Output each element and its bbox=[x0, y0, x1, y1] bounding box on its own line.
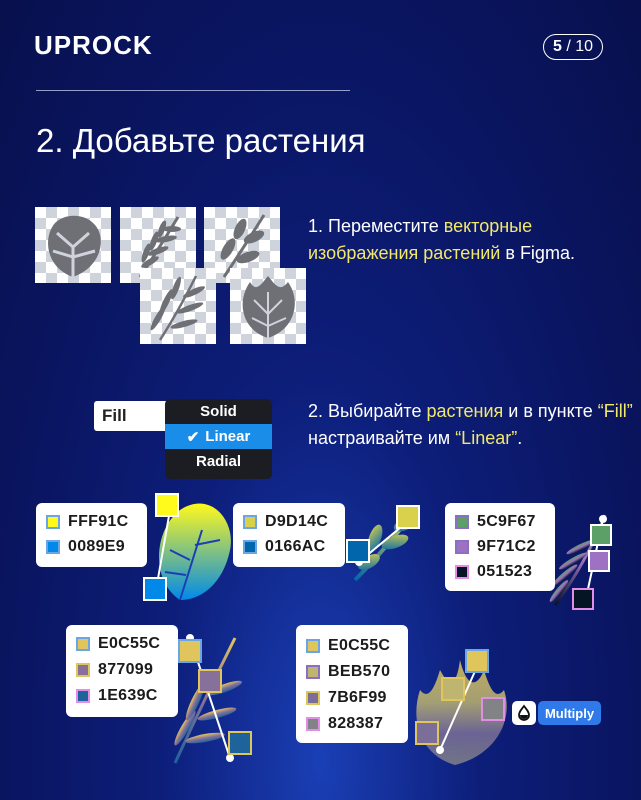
step2-middle2: настраивайте им bbox=[308, 428, 456, 448]
page-total: / 10 bbox=[566, 38, 594, 55]
color-row bbox=[306, 663, 390, 681]
palette-card-5 bbox=[296, 625, 408, 743]
plant-5-illustration bbox=[400, 640, 520, 770]
palette-card-4 bbox=[66, 625, 178, 717]
fill-field[interactable] bbox=[94, 401, 174, 431]
color-row bbox=[76, 687, 158, 705]
step1-prefix: 1. Переместите bbox=[308, 216, 444, 236]
logo: UPROCK bbox=[34, 30, 153, 60]
fill-type-menu bbox=[165, 399, 272, 479]
menu-option-linear[interactable] bbox=[165, 424, 272, 449]
color-row bbox=[455, 513, 536, 531]
color-swatch bbox=[306, 717, 320, 731]
checkmark-icon: ✔ bbox=[186, 428, 200, 446]
color-swatch bbox=[455, 565, 469, 579]
menu-option-solid[interactable] bbox=[165, 399, 272, 424]
hex-label: 7B6F99 bbox=[328, 689, 387, 706]
big-leaf-thumbnail bbox=[230, 268, 306, 344]
option-label: Linear bbox=[205, 428, 251, 445]
color-swatch bbox=[306, 639, 320, 653]
monstera-thumbnail bbox=[35, 207, 111, 283]
fill-label: Fill bbox=[102, 406, 127, 425]
color-row bbox=[455, 538, 536, 556]
color-swatch bbox=[306, 691, 320, 705]
plant-1-illustration bbox=[140, 490, 240, 610]
page-current: 5 bbox=[552, 38, 562, 55]
hex-label: E0C55C bbox=[98, 635, 161, 652]
palm-leaf-icon bbox=[140, 268, 216, 344]
color-swatch bbox=[76, 663, 90, 677]
hex-label: 1E639C bbox=[98, 687, 158, 704]
step2-suffix: . bbox=[517, 428, 523, 448]
step1-suffix: в Figma. bbox=[500, 243, 575, 263]
color-row bbox=[46, 513, 128, 531]
hex-label: 0166AC bbox=[265, 538, 326, 555]
step2-middle: и в пункте bbox=[503, 401, 598, 421]
blend-mode-button[interactable]: Multiply bbox=[538, 701, 601, 725]
hex-label: 828387 bbox=[328, 715, 384, 732]
color-row bbox=[46, 538, 125, 556]
step2-highlight-3: “Linear” bbox=[455, 428, 518, 448]
hex-label: 9F71C2 bbox=[477, 538, 536, 555]
step2-highlight-2: “Fill” bbox=[597, 401, 633, 421]
plant-3-illustration bbox=[545, 505, 625, 615]
hex-label: D9D14C bbox=[265, 513, 329, 530]
color-swatch bbox=[46, 540, 60, 554]
color-row bbox=[76, 661, 153, 679]
color-swatch bbox=[306, 665, 320, 679]
hex-label: E0C55C bbox=[328, 637, 391, 654]
menu-option-radial[interactable] bbox=[165, 449, 272, 474]
option-label: Solid bbox=[200, 403, 237, 420]
hex-label: 5C9F67 bbox=[477, 513, 536, 530]
hex-label: 877099 bbox=[98, 661, 154, 678]
step2-prefix: 2. Выбирайте bbox=[308, 401, 427, 421]
color-swatch bbox=[455, 540, 469, 554]
page-indicator bbox=[543, 34, 603, 60]
color-row bbox=[306, 637, 390, 655]
palette-card-3 bbox=[445, 503, 555, 591]
step2-text bbox=[308, 398, 638, 452]
drop-icon bbox=[512, 701, 536, 725]
monstera-leaf-icon bbox=[35, 207, 111, 283]
palm-thumbnail bbox=[140, 268, 216, 344]
palette-card-2 bbox=[233, 503, 345, 567]
color-swatch bbox=[243, 515, 257, 529]
color-row bbox=[306, 715, 383, 733]
color-swatch bbox=[76, 689, 90, 703]
hex-label: BEB570 bbox=[328, 663, 391, 680]
big-leaf-icon bbox=[230, 268, 306, 344]
hex-label: 0089E9 bbox=[68, 538, 125, 555]
step1-text bbox=[308, 213, 608, 267]
divider bbox=[36, 90, 350, 91]
hex-label: 051523 bbox=[477, 563, 533, 580]
color-row bbox=[243, 513, 328, 531]
color-swatch bbox=[46, 515, 60, 529]
color-row bbox=[76, 635, 160, 653]
plant-2-illustration bbox=[335, 490, 435, 590]
option-label: Radial bbox=[195, 453, 241, 470]
color-swatch bbox=[76, 637, 90, 651]
color-swatch bbox=[243, 540, 257, 554]
page-title: 2. Добавьте растения bbox=[36, 122, 366, 159]
hex-label: FFF91C bbox=[68, 513, 129, 530]
color-swatch bbox=[455, 515, 469, 529]
step1-highlight: векторные изображения растений bbox=[308, 216, 533, 263]
color-row bbox=[243, 538, 326, 556]
color-row bbox=[306, 689, 387, 707]
color-row bbox=[455, 563, 532, 581]
step2-highlight-1: растения bbox=[426, 401, 504, 421]
palette-card-1 bbox=[36, 503, 147, 567]
